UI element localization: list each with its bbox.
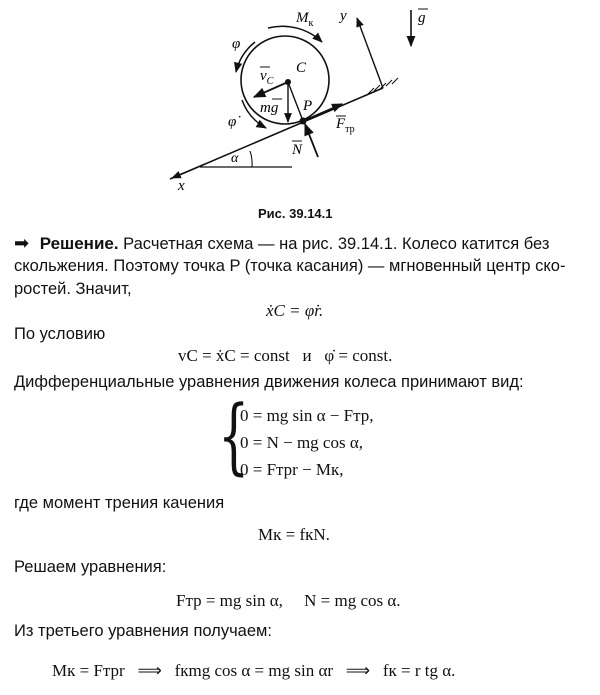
label-x: x: [178, 178, 185, 194]
label-ftr: $F_{тр}$: [336, 116, 355, 135]
label-mg: mg: [260, 100, 279, 116]
equation-velocity: ẋC = φ̇r.: [266, 301, 324, 320]
label-n: N: [292, 142, 303, 158]
figure-diagram: [0, 0, 600, 200]
solution-line-1: [14, 233, 549, 255]
arrow-icon: ➡: [14, 233, 30, 253]
equation-forces: Fтр = mg sin α, N = mg cos α.: [176, 591, 401, 610]
moment-text: где момент трения качения: [14, 494, 225, 512]
label-phi: φ: [232, 36, 241, 52]
solution-heading: Решение.: [39, 234, 119, 253]
label-alpha: α: [231, 151, 239, 166]
solution-text-1: Расчетная схема — на рис. 39.14.1. Колесо катится без: [123, 235, 550, 253]
equation-result: Mк = Fтрr ⟹ fкmg cos α = mg sin αr ⟹ fк = r tg α.: [52, 661, 456, 680]
figure-caption: Рис. 39.14.1: [258, 206, 333, 221]
label-phidot: φ̇: [228, 114, 237, 130]
system-eq-1: 0 = mg sin α − Fтр,: [240, 406, 374, 425]
system-eq-3: 0 = Fтрr − Mк,: [240, 460, 344, 479]
equation-condition: vC = ẋC = const и φ̇ = const.: [178, 346, 393, 365]
third-equation-text: Из третьего уравнения получаем:: [14, 622, 272, 640]
label-mk: $M_к$: [296, 10, 314, 29]
diff-equations-text: Дифференциальные уравнения движения колеса принимают вид:: [14, 373, 524, 391]
system-eq-2: 0 = N − mg cos α,: [240, 433, 363, 452]
label-c: C: [296, 60, 307, 76]
solution-text-2: скольжения. Поэтому точка P (точка касания) — мгновенный центр ско-: [14, 257, 566, 275]
label-g: g: [418, 10, 426, 26]
y-axis-arrow: [357, 18, 383, 88]
angle-arc: [250, 151, 252, 167]
radius-line: [288, 82, 303, 121]
condition-label: По условию: [14, 325, 106, 343]
solve-text: Решаем уравнения:: [14, 558, 167, 576]
moment-arc: [268, 26, 322, 42]
solution-text-3: ростей. Значит,: [14, 280, 132, 298]
wheel: [241, 36, 329, 124]
normal-arrow: [305, 124, 318, 157]
label-vc: $v_C$: [260, 68, 274, 87]
x-axis-arrow: [172, 164, 205, 178]
label-y: y: [340, 8, 347, 24]
label-p: P: [303, 98, 313, 114]
system-brace: {: [218, 389, 250, 484]
equation-moment: Mк = fкN.: [258, 525, 330, 544]
